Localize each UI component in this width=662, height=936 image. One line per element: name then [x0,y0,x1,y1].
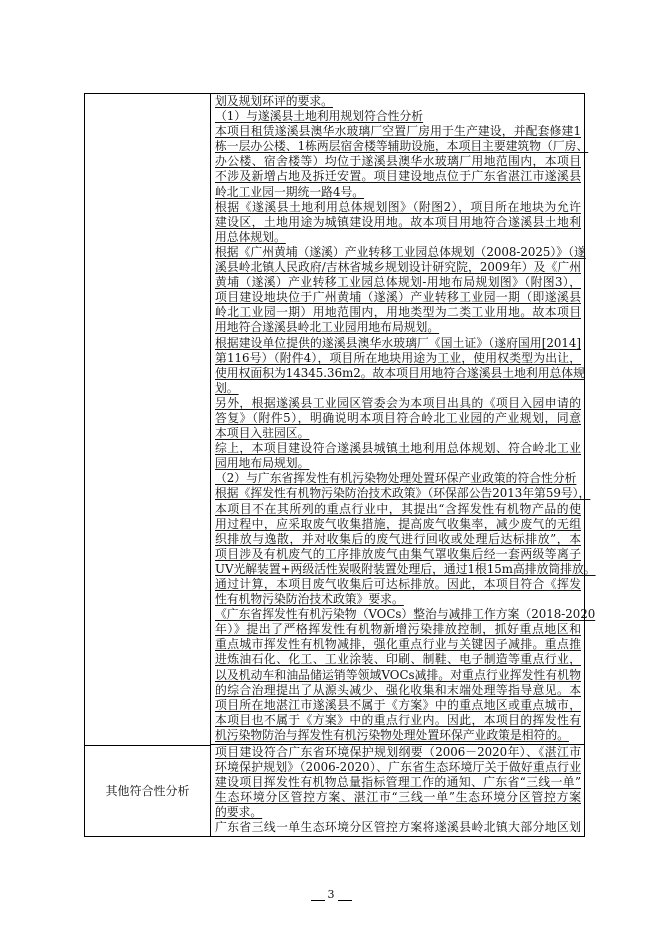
line-text: 本项目也不属于《方案》中的重点行业内。因此，本项目的挥发性有 [215,712,581,727]
line-text: 以及机动车和油品储运销等领域VOCs减排。对重点行业挥发性有机物 [215,667,581,682]
text-line [215,336,581,351]
paragraph [215,335,585,396]
line-text: （2）与广东省挥发性有机污染物处理处置环保产业政策的符合性分析 [215,471,577,486]
line-text: 本项目不在其所列的重点行业中，其提出“含挥发性有机物产品的使 [215,501,581,516]
text-line [215,230,581,245]
line-text: 根据建设单位提供的遂溪县澳华水玻璃厂《国土证》（遂府国用[2014] [215,335,581,350]
text-line [215,305,581,320]
line-text: （1）与遂溪县土地利用规划符合性分析 [215,109,424,124]
line-text: 第116号）（附件4），项目所在地块用途为工业，使用权类型为出让， [215,350,581,365]
text-line [215,486,591,501]
line-text: 划及规划环评的要求。 [215,94,333,108]
text-line [215,561,596,577]
line-text: 用过程中，应采取废气收集措施，提高废气收集率，减少废气的无组 [215,516,581,531]
line-text: 环境保护规划》（2006-2020）、广东省生态环境厅关于做好重点行业 [215,760,581,775]
line-text: 的综合治理提出了从源头减少、强化收集和末端处理等指导意见。本 [215,682,581,697]
line-text: 性有机物污染防治技术政策》要求。 [215,592,404,607]
dash-right [338,900,352,901]
text-line [215,320,581,335]
line-text: 本项目租赁遂溪县澳华水玻璃厂空置厂房用于生产建设，并配套修建1 [215,124,581,139]
line-text: 不涉及新增占地及拆迁安置。项目建设地点位于广东省湛江市遂溪县 [215,169,581,184]
line-text: 的要求。 [215,805,263,820]
text-line [215,244,586,260]
text-line [215,154,581,169]
line-text: 通过计算，本项目废气收集后可达标排放。因此，本项目符合《挥发 [215,577,581,591]
line-text: 岭北工业园一期统一路4号。 [215,184,365,199]
line-text: UV光解装置+两级活性炭吸附装置处理后，通过1根15m高排放筒排放。 [215,561,596,576]
row-label: 其他符合性分析 [105,784,190,798]
text-line [215,713,581,728]
text-line [215,351,581,366]
text-line [215,592,581,607]
paragraph [215,441,581,471]
line-text: 综上，本项目建设符合遂溪县城镇土地利用总体规划、符合岭北工业 [215,441,581,456]
other-compliance-label [85,745,210,836]
text-line [215,547,581,562]
line-text: 重点城市挥发性有机物减排，强化重点行业与关键因子减排。重点推 [215,637,581,652]
text-line [215,275,581,290]
line-text: 《广东省挥发性有机污染物（VOCs）整治与减排工作方案（2018-2020 [215,607,596,622]
text-line [215,698,581,713]
line-text: 用地符合遂溪县岭北工业园用地布局规划。 [215,320,440,335]
line-text: 本项目入驻园区。 [215,426,310,441]
line-text: 黄埔（遂溪）产业转移工业园总体规划-用地布局规划图》（附图3）， [215,275,581,290]
text-line [215,411,581,426]
text-line [215,260,581,275]
text-line [215,622,581,637]
land-use-and-voc-analysis-cell [211,94,596,745]
line-text: 织排放与逸散，并对收集后的废气进行回收或处理后达标排放”，本 [215,531,581,546]
paragraph [215,124,589,199]
paragraph [215,745,581,820]
text-line [215,607,596,622]
text-line [215,517,581,532]
text-line [215,683,581,698]
text-line [215,652,581,667]
line-text: 岭北工业园一期）用地范围内，用地类型为二类工业用地。故本项目 [215,305,581,320]
text-line [215,94,581,109]
line-text: 进炼油石化、化工、工业涂装、印刷、制鞋、电子制造等重点行业， [215,652,581,667]
paragraph [215,200,581,245]
trailing-text: 广东省三线一单生态环境分区管控方案将遂溪县岭北镇大部分地区划 [215,820,581,835]
paragraph [215,109,581,124]
line-text: 根据《挥发性有机物污染防治技术政策》（环保部公告2013年第59号）， [215,486,591,501]
text-line [215,396,581,411]
paragraph [215,94,581,109]
text-line [215,805,581,820]
dash-left [311,900,325,901]
text-line [215,760,581,775]
text-line [215,775,581,790]
line-text: 建设项目挥发性有机物总量指标管理工作的通知、广东省“三线一单” [215,775,581,790]
text-line [215,471,581,486]
line-text: 项目建设地块位于广州黄埔（遂溪）产业转移工业园一期（即遂溪县 [215,290,581,305]
text-line [215,577,581,592]
line-text: 办公楼、宿舍楼等）均位于遂溪县澳华水玻璃厂用地范围内，本项目 [215,154,581,169]
line-text: 生态环境分区管控方案、湛江市“三线一单”生态环境分区管控方案 [215,790,581,805]
paragraph [215,244,586,336]
text-line [215,200,581,215]
text-line [215,426,581,441]
line-text: 溪县岭北镇人民政府/吉林省城乡规划设计研究院，2009年）及《广州 [215,260,581,275]
text-line [215,441,581,456]
page-number [0,888,662,901]
text-line [215,139,589,154]
paragraph [215,607,596,743]
page-number-text: 3 [327,888,335,901]
line-text: 建设区，土地用途为城镇建设用地。故本项目用地符合遂溪县土地利 [215,214,581,229]
paragraph [215,486,596,607]
text-line [215,290,581,305]
text-line [215,185,581,200]
line-text: 用总体规划。 [215,229,286,244]
text-line [215,532,581,547]
text-line [215,745,581,760]
line-text: 根据《遂溪县土地利用总体规划图》（附图2），项目所在地块为允许 [215,199,581,214]
text-line [215,169,581,184]
line-text: 机污染物防治与挥发性有机污染物处理处置环保产业政策是相符的。 [215,727,569,742]
line-text: 划。 [215,380,239,395]
text-line [215,728,581,743]
line-text: 答复》（附件5），明确说明本项目符合岭北工业园的产业规划，同意 [215,410,581,425]
line-text: 根据《广州黄埔（遂溪）产业转移工业园总体规划（2008-2025）》（遂 [215,244,586,259]
left-column [85,94,211,836]
other-compliance-cell [211,745,584,836]
paragraph [215,396,581,441]
line-text: 项目涉及有机废气的工序排放废气由集气罩收集后经一套两级等离子 [215,546,581,561]
line-text: 园用地布局规划。 [215,456,310,471]
compliance-table [84,93,596,837]
text-line [215,365,585,381]
text-line [215,637,581,652]
text-line [215,790,581,805]
text-line [215,502,581,517]
line-text: 年）》提出了严格挥发性有机物新增污染排放控制，抓好重点地区和 [215,622,581,637]
text-line [215,668,581,683]
line-text: 另外，根据遂溪县工业园区管委会为本项目出具的《项目入园申请的 [215,395,581,410]
text-line [215,381,581,396]
trailing-line [215,820,581,835]
text-line [215,124,581,139]
paragraph [215,471,581,486]
line-text: 项目所在地湛江市遂溪县不属于《方案》中的重点地区或重点城市， [215,697,581,712]
other-compliance-paragraphs [215,745,581,820]
text-line [215,109,581,124]
text-line [215,215,581,230]
text-line [215,456,581,471]
line-text: 项目建设符合广东省环境保护规划纲要（2006－2020年）、《湛江市 [215,745,581,759]
line-text: 使用权面积为14345.36m2。故本项目用地符合遂溪县土地利用总体规 [215,365,585,380]
line-text: 栋一层办公楼、1栋两层宿舍楼等辅助设施，本项目主要建筑物（厂房、 [215,139,589,154]
